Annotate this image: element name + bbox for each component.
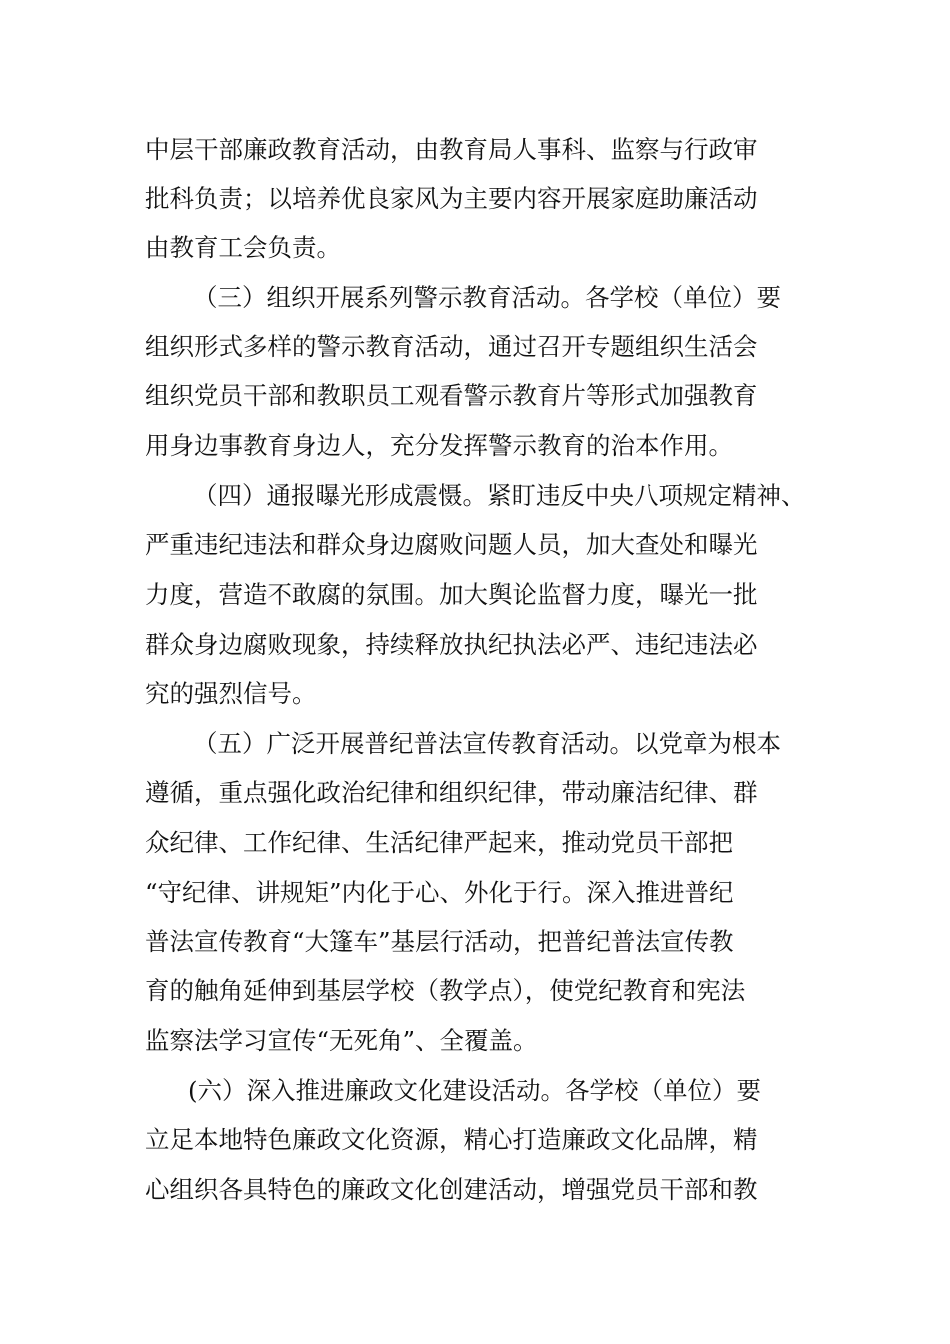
line-text: (六）深入推进廉政文化建设活动。各学校（单位）要 [188,1076,762,1105]
line-text: 立足本地特色廉政文化资源，精心打造廉政文化品牌，精 [145,1125,758,1154]
text-line [0,771,950,815]
line-text: （三）组织开展系列警示教育活动。各学校（单位）要 [193,283,781,312]
line-text: 严重违纪违法和群众身边腐败问题人员，加大查处和曝光 [145,530,758,559]
text-line [0,1168,950,1212]
text-line [0,573,950,617]
text-line [0,424,950,468]
line-text: 组织形式多样的警示教育活动，通过召开专题组织生活会 [145,332,758,361]
text-line [0,374,950,418]
text-line [0,177,950,221]
line-text: 力度，营造不敢腐的氛围。加大舆论监督力度，曝光一批 [145,580,758,609]
line-text: 由教育工会负责。 [145,233,341,262]
line-text: 普法宣传教育“大篷车”基层行活动，把普纪普法宣传教 [145,927,734,956]
text-line [0,1069,950,1113]
text-line [0,226,950,270]
text-line [0,1019,950,1063]
line-text: 监察法学习宣传“无死角”、全覆盖。 [145,1026,538,1055]
text-line [0,128,950,172]
line-text: 用身边事教育身边人，充分发挥警示教育的治本作用。 [145,431,733,460]
line-text: （五）广泛开展普纪普法宣传教育活动。以党章为根本 [193,729,781,758]
line-text: “守纪律、讲规矩”内化于心、外化于行。深入推进普纪 [145,878,734,907]
line-text: （四）通报曝光形成震慑。紧盯违反中央八项规定精神、 [193,481,806,510]
line-text: 心组织各具特色的廉政文化创建活动，增强党员干部和教 [145,1175,758,1204]
line-text: 遵循，重点强化政治纪律和组织纪律，带动廉洁纪律、群 [145,778,758,807]
line-text: 育的触角延伸到基层学校（教学点），使党纪教育和宪法 [145,976,746,1005]
text-line [0,1118,950,1162]
line-text: 组织党员干部和教职员工观看警示教育片等形式加强教育 [145,381,758,410]
text-line [0,276,950,320]
text-line [0,623,950,667]
line-text: 中层干部廉政教育活动，由教育局人事科、监察与行政审 [145,135,758,164]
line-text: 究的强烈信号。 [145,679,317,708]
text-line [0,821,950,865]
line-text: 群众身边腐败现象，持续释放执纪执法必严、违纪违法必 [145,630,758,659]
text-line [0,920,950,964]
text-line [0,523,950,567]
text-line [0,969,950,1013]
line-text: 批科负责；以培养优良家风为主要内容开展家庭助廉活动 [145,184,758,213]
text-line [0,722,950,766]
text-line [0,672,950,716]
text-line [0,325,950,369]
text-line [0,474,950,518]
line-text: 众纪律、工作纪律、生活纪律严起来，推动党员干部把 [145,828,733,857]
text-line [0,871,950,915]
